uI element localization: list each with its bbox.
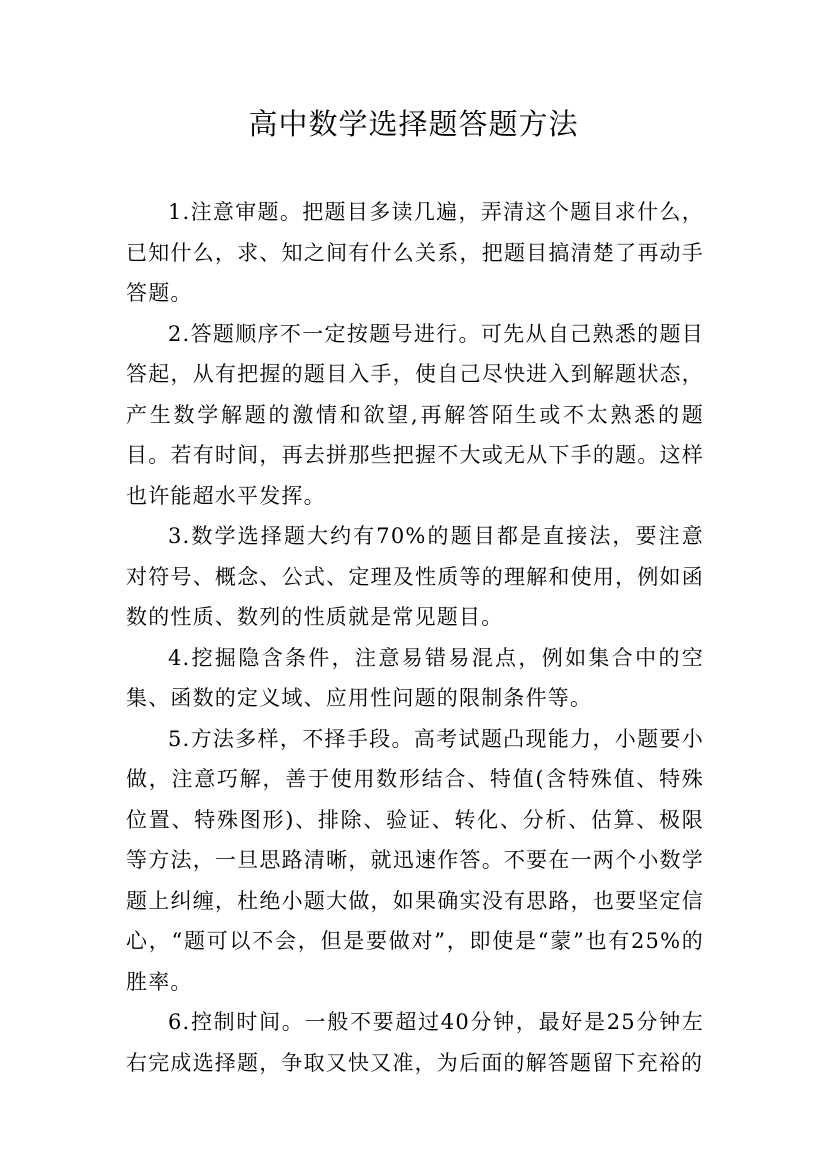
paragraph-6: 6.控制时间。一般不要超过40分钟，最好是25分钟左右完成选择题，争取又快又准，为后面的解答题留下充裕的 (126, 1010, 704, 1075)
paragraph-4: 4.挖掘隐含条件，注意易错易混点，例如集合中的空集、函数的定义域、应用性问题的限制条件等。 (126, 645, 704, 710)
paragraph-5: 5.方法多样，不择手段。高考试题凸现能力，小题要小做，注意巧解，善于使用数形结合、特值(含特殊值、特殊位置、特殊图形)、排除、验证、转化、分析、估算、极限等方法，一旦思路清晰，就迅速作答。不要在一两个小数学题上纠缠，杜绝小题大做，如果确实没有思路，也要坚定信心，“题可以不会，但是要做对”，即使是“蒙”也有25%的胜率。 (126, 726, 704, 994)
document-body (126, 192, 704, 1083)
paragraph-2: 2.答题顺序不一定按题号进行。可先从自己熟悉的题目答起，从有把握的题目入手，使自己尽快进入到解题状态，产生数学解题的激情和欲望,再解答陌生或不太熟悉的题目。若有时间，再去拼那些把握不大或无从下手的题。这样也许能超水平发挥。 (126, 321, 704, 508)
paragraph-3: 3.数学选择题大约有70%的题目都是直接法，要注意对符号、概念、公式、定理及性质等的理解和使用，例如函数的性质、数列的性质就是常见题目。 (126, 524, 704, 629)
paragraph-1: 1.注意审题。把题目多读几遍，弄清这个题目求什么，已知什么，求、知之间有什么关系，把题目搞清楚了再动手答题。 (126, 200, 704, 305)
document-title: 高中数学选择题答题方法 (248, 107, 579, 141)
